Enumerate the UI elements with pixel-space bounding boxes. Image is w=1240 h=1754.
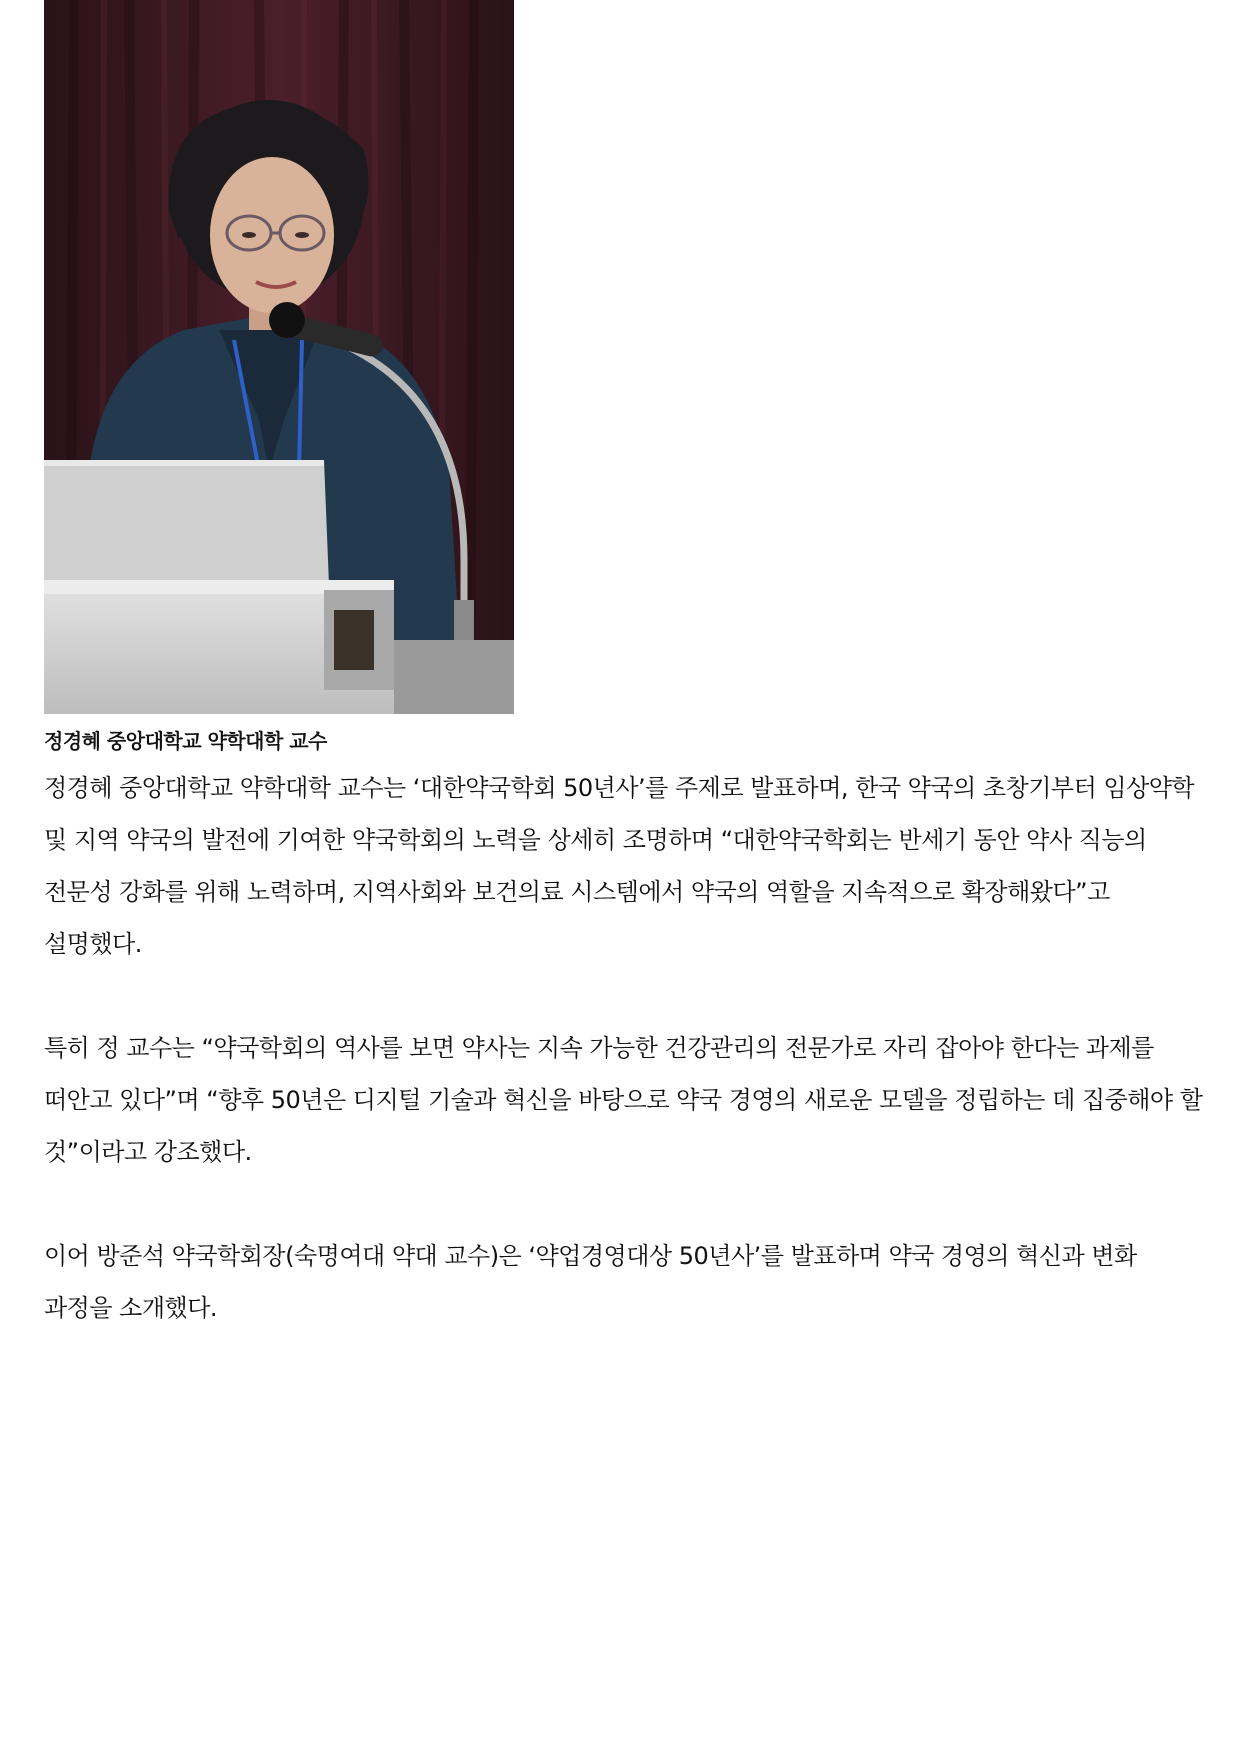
paragraph-spacer bbox=[44, 1178, 1204, 1230]
article bbox=[44, 0, 1204, 1334]
speaker-photo-illustration bbox=[44, 0, 514, 714]
paragraph-3: 이어 방준석 약국학회장(숙명여대 약대 교수)은 ‘약업경영대상 50년사’를 발표하며 약국 경영의 혁신과 변화 과정을 소개했다. bbox=[44, 1242, 1137, 1322]
paragraph-spacer bbox=[44, 970, 1204, 1022]
speaker-photo bbox=[44, 0, 514, 714]
paragraph-1: 정경혜 중앙대학교 약학대학 교수는 ‘대한약국학회 50년사’를 주제로 발표하며, 한국 약국의 초창기부터 임상약학 및 지역 약국의 발전에 기여한 약국학회의 노력을 상세히 조명하며 “대한약국학회는 반세기 동안 약사 직능의 전문성 강화를 위해 노력하며, 지역사회와 보건의료 시스템에서 약국의 역할을 지속적으로 확장해왔다”고 설명했다. bbox=[44, 774, 1195, 958]
article-body bbox=[44, 762, 1204, 1334]
photo-caption: 정경혜 중앙대학교 약학대학 교수 bbox=[44, 729, 327, 753]
paragraph-2: 특히 정 교수는 “약국학회의 역사를 보면 약사는 지속 가능한 건강관리의 전문가로 자리 잡아야 한다는 과제를 떠안고 있다”며 “향후 50년은 디지털 기술과 혁신을 바탕으로 약국 경영의 새로운 모델을 정립하는 데 집중해야 할 것”이라고 강조했다. bbox=[44, 1034, 1203, 1166]
